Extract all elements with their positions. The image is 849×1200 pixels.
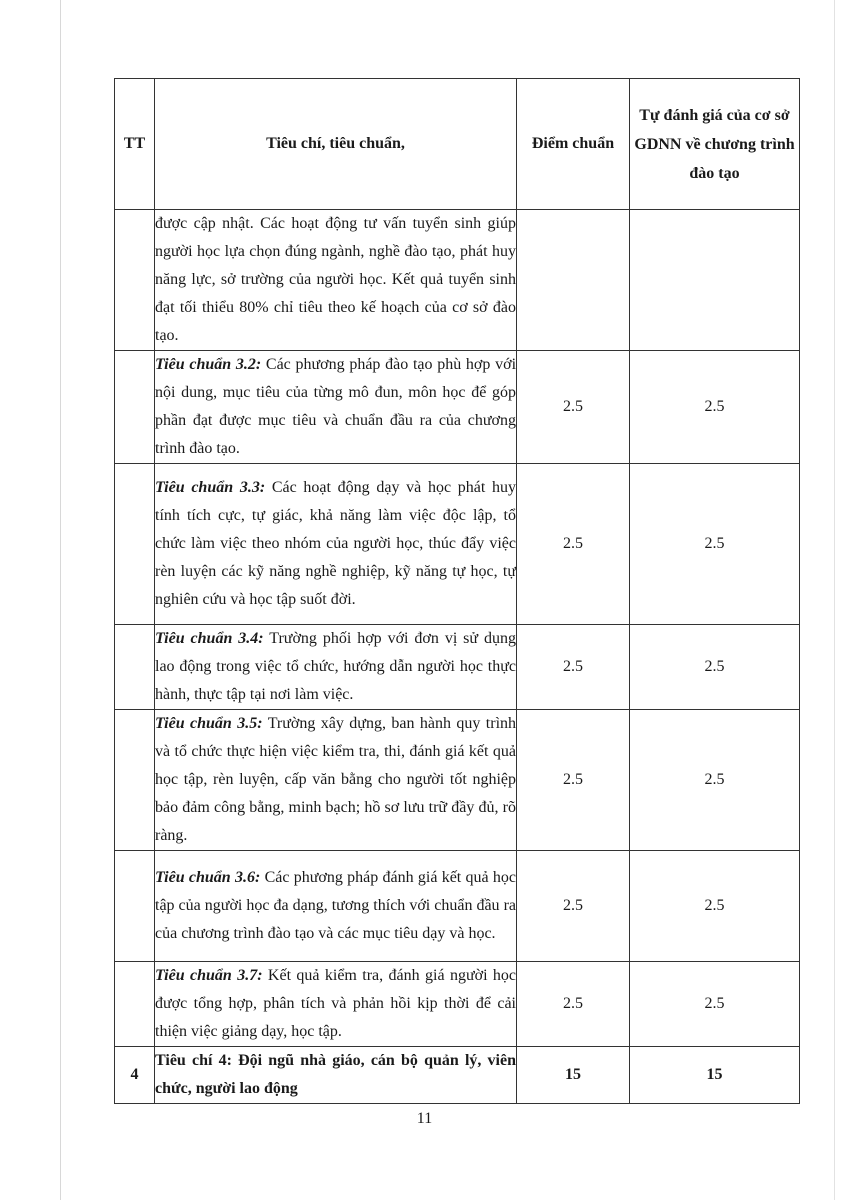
header-self-evaluation: Tự đánh giá của cơ sở GDNN về chương trình đào tạo: [630, 79, 800, 210]
row-self-evaluation: 2.5: [630, 351, 800, 464]
standard-label: Tiêu chuẩn 3.5:: [155, 715, 263, 732]
row-benchmark: [517, 210, 630, 351]
row-self-evaluation: [630, 210, 800, 351]
row-criteria-text: [155, 210, 517, 351]
row-self-evaluation: 2.5: [630, 625, 800, 710]
table-row: [115, 210, 800, 351]
row-tt: [115, 351, 155, 464]
row-criteria-text: [155, 710, 517, 851]
standard-description: Các hoạt động dạy và học phát huy tính tích cực, tự giác, khả năng làm việc độc lập, tổ chức làm việc theo nhóm của người học, thúc đẩy việc rèn luyện các kỹ năng nghề nghiệp, kỹ năng tự học, tự nghiên cứu và học tập suốt đời.: [155, 479, 517, 608]
row-tt: [115, 710, 155, 851]
row-criteria-text: [155, 962, 517, 1047]
header-tt: TT: [115, 79, 155, 210]
row-benchmark: 2.5: [517, 710, 630, 851]
standard-description: Trường phối hợp với đơn vị sử dụng lao động trong việc tổ chức, hướng dẫn người học thực hành, thực tập tại nơi làm việc.: [155, 630, 517, 703]
row-criteria-text: [155, 464, 517, 625]
standard-label: Tiêu chuẩn 3.7:: [155, 967, 263, 984]
scan-edge-left: [60, 0, 61, 1200]
table-row: [115, 464, 800, 625]
row-benchmark: 2.5: [517, 962, 630, 1047]
page-number: 11: [416, 1110, 433, 1127]
row-tt: [115, 962, 155, 1047]
row-tt: [115, 210, 155, 351]
standard-description: Các phương pháp đào tạo phù hợp với nội dung, mục tiêu của từng mô đun, môn học để góp phần đạt được mục tiêu và chuẩn đầu ra của chương trình đào tạo.: [155, 356, 517, 457]
scan-edge-right: [834, 0, 835, 1200]
criterion-benchmark: 15: [517, 1047, 630, 1104]
standard-description: Các phương pháp đánh giá kết quả học tập của người học đa dạng, tương thích với chuẩn đầu ra của chương trình đào tạo và các mục tiêu dạy và học.: [155, 869, 516, 942]
standard-description: được cập nhật. Các hoạt động tư vấn tuyển sinh giúp người học lựa chọn đúng ngành, nghề đào tạo, phát huy năng lực, sở trường của người học. Kết quả tuyển sinh đạt tối thiểu 80% chỉ tiêu theo kế hoạch của cơ sở đào tạo.: [155, 215, 516, 344]
row-benchmark: 2.5: [517, 851, 630, 962]
row-criteria-text: [155, 851, 517, 962]
row-criteria-text: [155, 625, 517, 710]
row-self-evaluation: 2.5: [630, 464, 800, 625]
row-self-evaluation: 2.5: [630, 851, 800, 962]
row-tt: [115, 464, 155, 625]
row-benchmark: 2.5: [517, 464, 630, 625]
table-row: [115, 351, 800, 464]
standard-description: Kết quả kiểm tra, đánh giá người học được tổng hợp, phân tích và phản hồi kịp thời để cải thiện việc giảng dạy, học tập.: [155, 967, 517, 1040]
row-criteria-text: [155, 351, 517, 464]
standard-label: Tiêu chuẩn 3.4:: [155, 630, 264, 647]
row-benchmark: 2.5: [517, 625, 630, 710]
header-row: [115, 79, 800, 210]
row-tt: [115, 625, 155, 710]
criterion-self-evaluation: 15: [630, 1047, 800, 1104]
row-self-evaluation: 2.5: [630, 710, 800, 851]
standard-label: Tiêu chuẩn 3.2:: [155, 356, 262, 373]
standard-label: Tiêu chuẩn 3.3:: [155, 479, 266, 496]
table-row: [115, 851, 800, 962]
header-benchmark: Điểm chuẩn: [517, 79, 630, 210]
criterion-title: Tiêu chí 4: Đội ngũ nhà giáo, cán bộ quản lý, viên chức, người lao động: [155, 1047, 517, 1104]
criterion-row: [115, 1047, 800, 1104]
standard-label: Tiêu chuẩn 3.6:: [155, 869, 261, 886]
table-row: [115, 962, 800, 1047]
standard-description: Trường xây dựng, ban hành quy trình và tổ chức thực hiện việc kiểm tra, thi, đánh giá kết quả học tập, rèn luyện, cấp văn bằng cho người tốt nghiệp bảo đảm công bằng, minh bạch; hồ sơ lưu trữ đầy đủ, rõ ràng.: [155, 715, 517, 844]
row-tt: [115, 851, 155, 962]
row-benchmark: 2.5: [517, 351, 630, 464]
row-self-evaluation: 2.5: [630, 962, 800, 1047]
criterion-tt: 4: [115, 1047, 155, 1104]
table-row: [115, 625, 800, 710]
criteria-table: [114, 78, 800, 1104]
header-criteria: Tiêu chí, tiêu chuẩn,: [155, 79, 517, 210]
table-row: [115, 710, 800, 851]
